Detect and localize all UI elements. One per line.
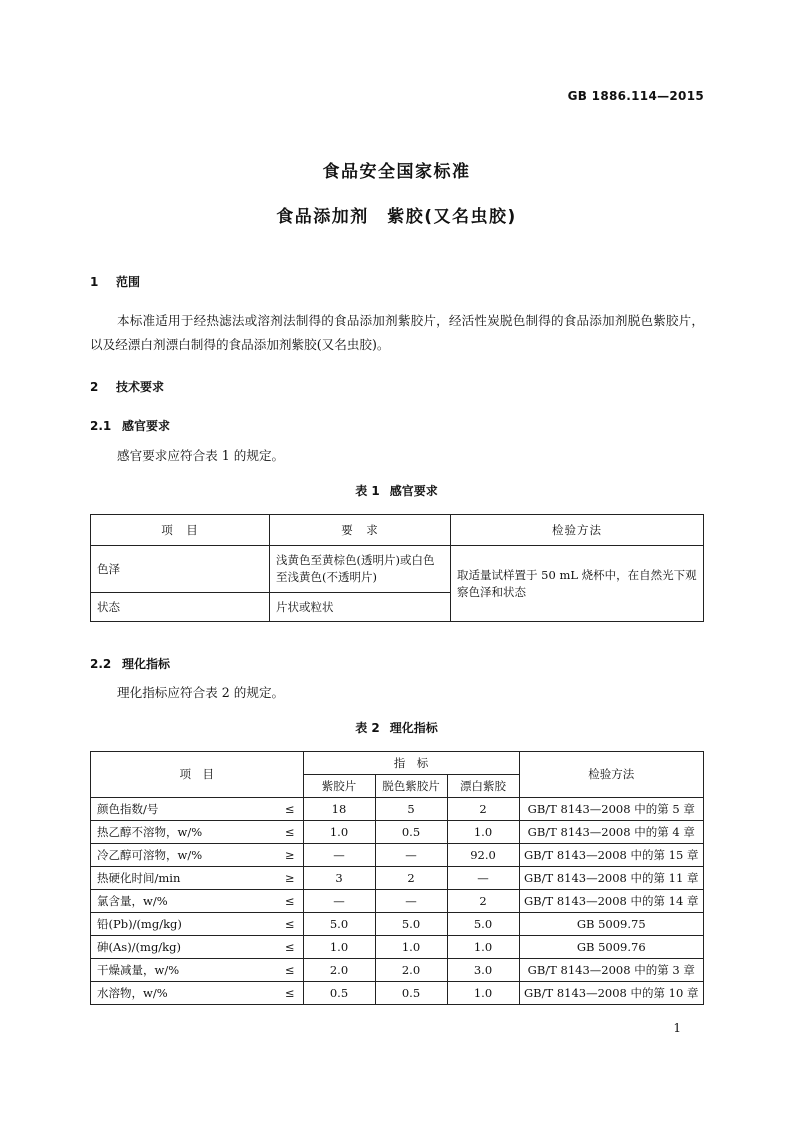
section-title: 范围	[116, 275, 141, 289]
document-title: 食品安全国家标准	[322, 162, 471, 182]
row-value-bleached-shellac: 2	[447, 798, 519, 821]
row-value-dewaxed-shellac: —	[375, 844, 447, 867]
row-value-bleached-shellac: 92.0	[447, 844, 519, 867]
caption-number: 表 2	[355, 721, 380, 735]
row-comparator: ≤	[271, 982, 304, 1005]
row-comparator: ≤	[271, 936, 304, 959]
table-row	[91, 890, 704, 913]
row-name: 热硬化时间/min	[91, 867, 271, 890]
column-header-dewaxed-shellac: 脱色紫胶片	[375, 775, 447, 798]
row-comparator: ≥	[271, 844, 304, 867]
row-value-shellac-flakes: —	[303, 890, 375, 913]
row-method: GB 5009.76	[519, 936, 704, 959]
row-value-dewaxed-shellac: 1.0	[375, 936, 447, 959]
row-method: GB/T 8143—2008 中的第 5 章	[519, 798, 704, 821]
row-item: 状态	[91, 593, 270, 622]
row-value-shellac-flakes: 1.0	[303, 821, 375, 844]
table-row	[91, 546, 704, 593]
row-comparator: ≤	[271, 821, 304, 844]
section-number: 2.2	[90, 657, 112, 671]
row-method: GB/T 8143—2008 中的第 15 章	[519, 844, 704, 867]
table-row	[91, 982, 704, 1005]
sensory-requirements-table	[90, 514, 704, 622]
section-2-2-body: 理化指标应符合表 2 的规定。	[117, 685, 285, 700]
row-value-bleached-shellac: —	[447, 867, 519, 890]
row-value-dewaxed-shellac: 5.0	[375, 913, 447, 936]
row-name: 氯含量，w/%	[91, 890, 271, 913]
row-value-dewaxed-shellac: 0.5	[375, 982, 447, 1005]
page-number: 1	[673, 1021, 681, 1035]
table-header-row	[91, 752, 704, 775]
section-2-1-heading	[90, 417, 170, 434]
table-2-caption	[0, 719, 793, 736]
section-2-2-heading	[90, 655, 170, 672]
row-requirement: 浅黄色至黄棕色(透明片)或白色至浅黄色(不透明片)	[270, 546, 451, 593]
row-value-shellac-flakes: 1.0	[303, 936, 375, 959]
row-name: 干燥减量，w/%	[91, 959, 271, 982]
row-comparator: ≤	[271, 959, 304, 982]
caption-title: 理化指标	[389, 721, 438, 735]
table-1-caption	[0, 482, 793, 499]
row-method: GB/T 8143—2008 中的第 14 章	[519, 890, 704, 913]
row-method: GB 5009.75	[519, 913, 704, 936]
row-name: 热乙醇不溶物，w/%	[91, 821, 271, 844]
section-title: 理化指标	[122, 657, 171, 671]
row-name: 砷(As)/(mg/kg)	[91, 936, 271, 959]
row-item: 色泽	[91, 546, 270, 593]
section-title: 技术要求	[116, 380, 165, 394]
table-row	[91, 936, 704, 959]
column-header-item: 项 目	[91, 752, 304, 798]
row-comparator: ≤	[271, 913, 304, 936]
row-value-dewaxed-shellac: —	[375, 890, 447, 913]
row-name: 冷乙醇可溶物，w/%	[91, 844, 271, 867]
column-header-method: 检验方法	[451, 515, 704, 546]
section-number: 1	[90, 275, 99, 289]
row-method: GB/T 8143—2008 中的第 4 章	[519, 821, 704, 844]
column-header-shellac-flakes: 紫胶片	[303, 775, 375, 798]
row-method: 取适量试样置于 50 mL 烧杯中，在自然光下观察色泽和状态	[451, 546, 704, 622]
row-value-dewaxed-shellac: 2	[375, 867, 447, 890]
row-comparator: ≥	[271, 867, 304, 890]
row-value-dewaxed-shellac: 0.5	[375, 821, 447, 844]
row-comparator: ≤	[271, 890, 304, 913]
section-2-1-body: 感官要求应符合表 1 的规定。	[117, 448, 285, 463]
row-requirement: 片状或粒状	[270, 593, 451, 622]
row-value-bleached-shellac: 5.0	[447, 913, 519, 936]
row-value-shellac-flakes: 3	[303, 867, 375, 890]
row-value-shellac-flakes: 2.0	[303, 959, 375, 982]
row-value-bleached-shellac: 3.0	[447, 959, 519, 982]
row-value-shellac-flakes: 0.5	[303, 982, 375, 1005]
row-value-shellac-flakes: 18	[303, 798, 375, 821]
caption-title: 感官要求	[389, 484, 438, 498]
document-subtitle: 食品添加剂 紫胶(又名虫胶)	[276, 207, 517, 227]
column-header-requirement: 要 求	[270, 515, 451, 546]
row-method: GB/T 8143—2008 中的第 10 章	[519, 982, 704, 1005]
row-value-dewaxed-shellac: 2.0	[375, 959, 447, 982]
row-method: GB/T 8143—2008 中的第 11 章	[519, 867, 704, 890]
row-comparator: ≤	[271, 798, 304, 821]
row-method: GB/T 8143—2008 中的第 3 章	[519, 959, 704, 982]
row-value-dewaxed-shellac: 5	[375, 798, 447, 821]
row-value-bleached-shellac: 1.0	[447, 936, 519, 959]
section-1-body: 本标准适用于经热滤法或溶剂法制得的食品添加剂紫胶片，经活性炭脱色制得的食品添加剂脱色紫胶片，以及经漂白剂漂白制得的食品添加剂紫胶(又名虫胶)。	[90, 313, 704, 352]
column-header-bleached-shellac: 漂白紫胶	[447, 775, 519, 798]
column-header-item: 项 目	[91, 515, 270, 546]
row-name: 铅(Pb)/(mg/kg)	[91, 913, 271, 936]
table-row	[91, 913, 704, 936]
section-number: 2	[90, 380, 99, 394]
standard-code: GB 1886.114—2015	[567, 89, 704, 103]
table-row	[91, 798, 704, 821]
row-value-shellac-flakes: —	[303, 844, 375, 867]
section-2-heading	[90, 378, 164, 395]
table-row	[91, 821, 704, 844]
table-row	[91, 959, 704, 982]
row-value-bleached-shellac: 2	[447, 890, 519, 913]
physicochemical-indices-table	[90, 751, 704, 1005]
section-number: 2.1	[90, 419, 112, 433]
row-value-shellac-flakes: 5.0	[303, 913, 375, 936]
table-row	[91, 867, 704, 890]
caption-number: 表 1	[355, 484, 380, 498]
table-header-row	[91, 515, 704, 546]
section-title: 感官要求	[122, 419, 171, 433]
section-1-heading	[90, 273, 140, 290]
row-name: 水溶物，w/%	[91, 982, 271, 1005]
table-row	[91, 844, 704, 867]
column-header-method: 检验方法	[519, 752, 704, 798]
row-name: 颜色指数/号	[91, 798, 271, 821]
row-value-bleached-shellac: 1.0	[447, 982, 519, 1005]
row-value-bleached-shellac: 1.0	[447, 821, 519, 844]
column-header-index: 指 标	[303, 752, 519, 775]
